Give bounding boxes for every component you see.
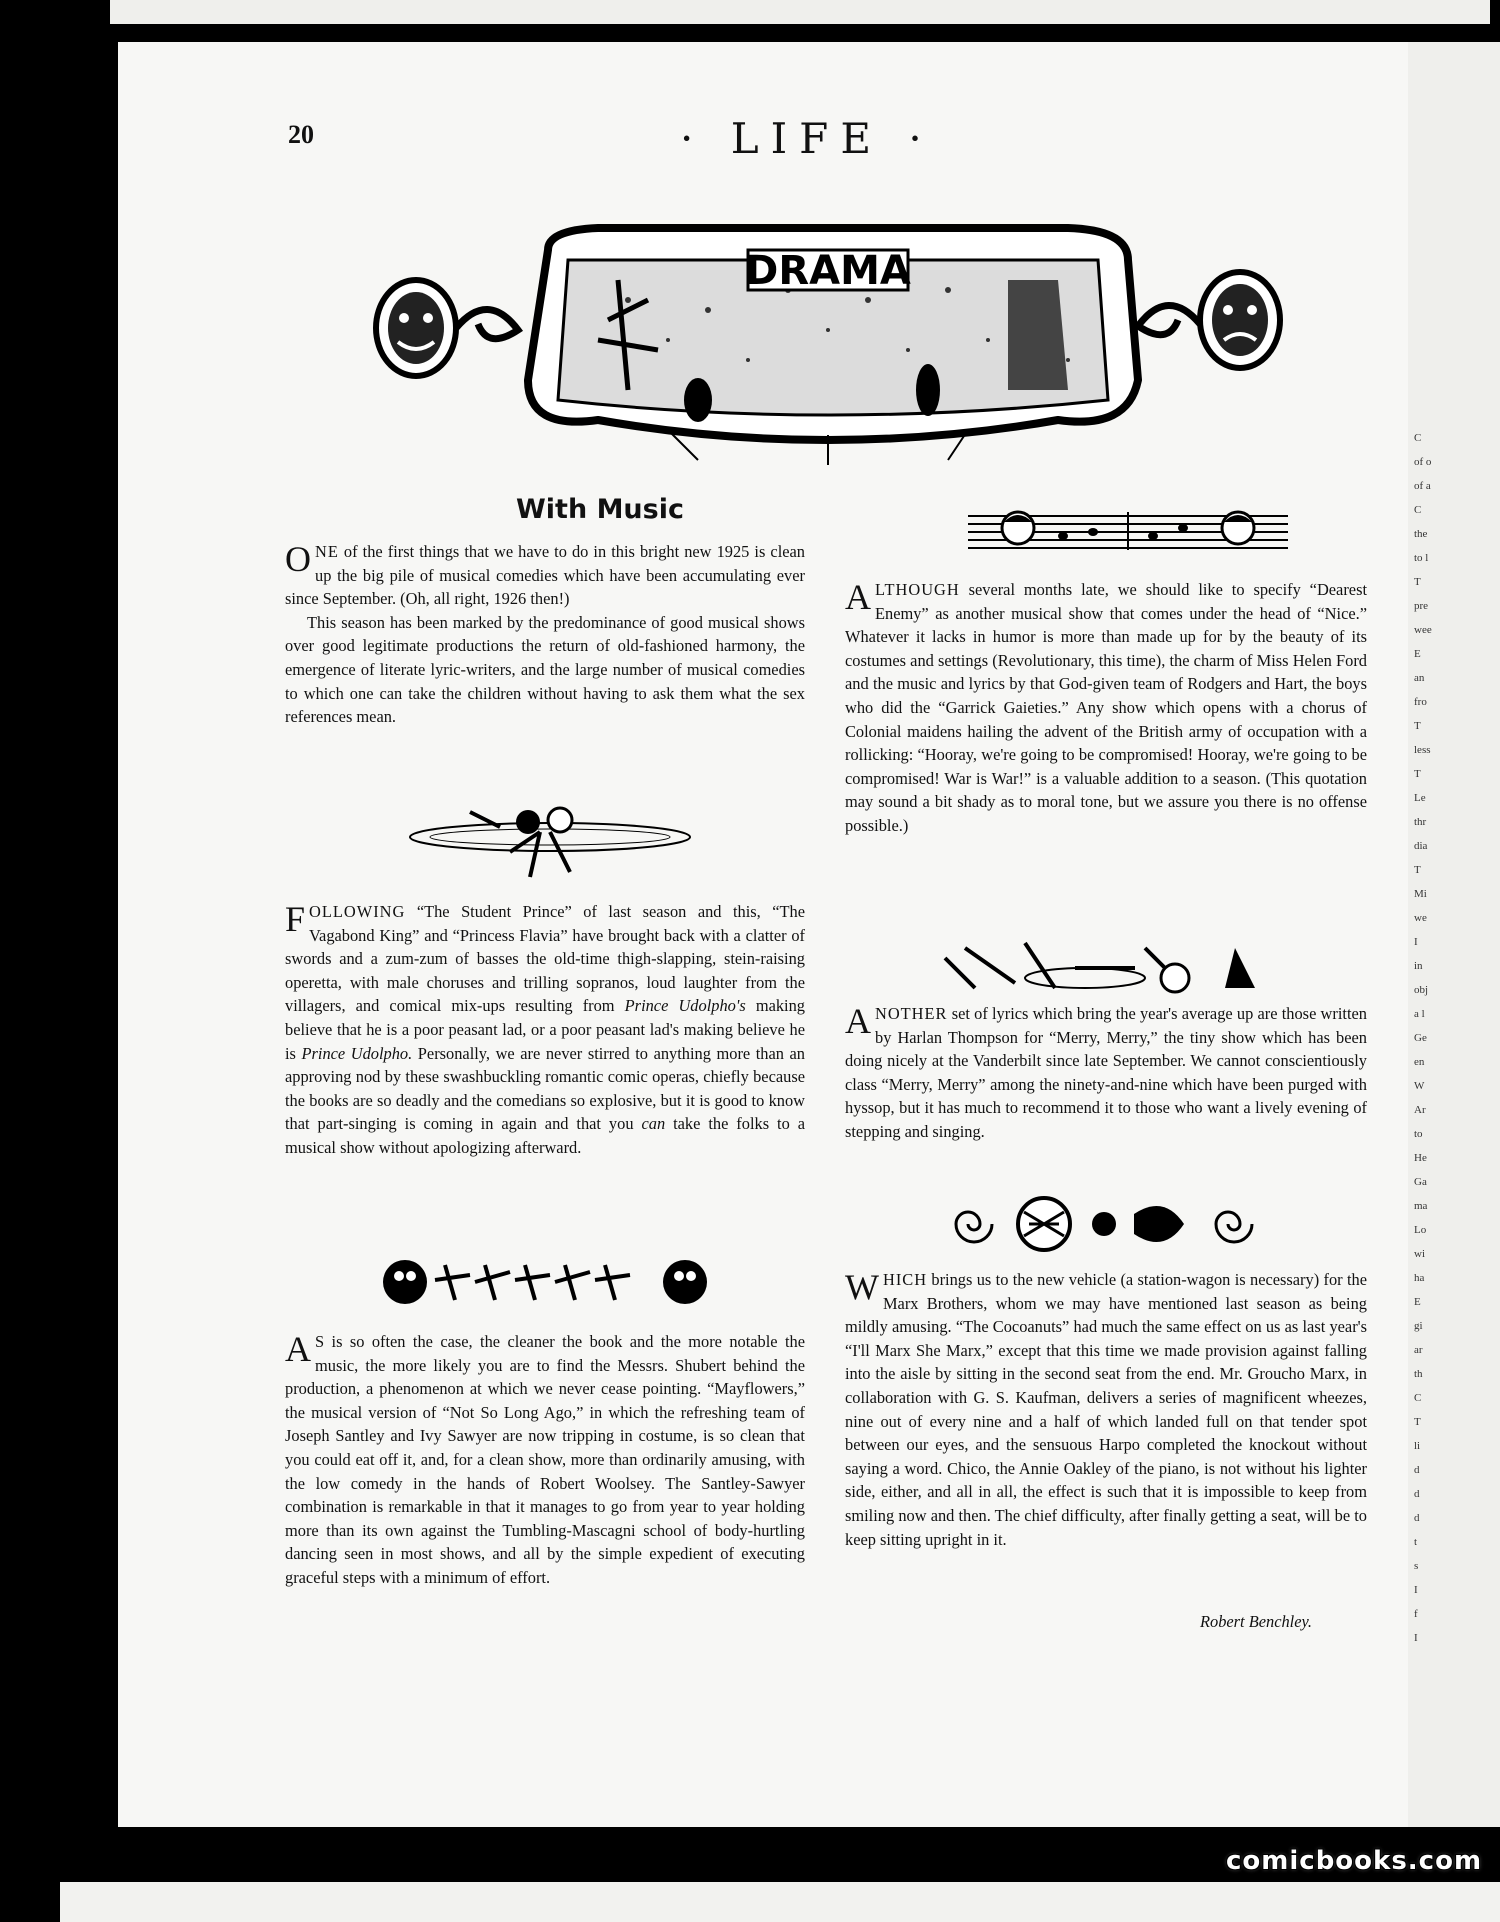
adjacent-page-fragment: Ga bbox=[1414, 1176, 1427, 1188]
adjacent-page-fragment: wi bbox=[1414, 1248, 1425, 1260]
paragraph-7: WHICH brings us to the new vehicle (a station-wagon is necessary) for the Marx Brothers, whom we may have mentioned last season as being mildly amusing. “The Cocoanuts” had much the same effect on us as last year's “I'll Marx She Marx,” except that this time we made provision against falling into the aisle by sitting in the second seat from the end. Mr. Groucho Marx, in collaboration with G. S. Kaufman, delivers a series of magnificent wheezes, nine out of every nine and a half of which landed full on that tender spot between our eyes, and the sensuous Harpo completed the knockout without saying a word. Chico, the Annie Oakley of the piano, is not without his lighter side, either, and all in all, the effect is such that it is impossible to keep from smiling now and then. The chief difficulty, after finally getting a seat, will be to keep sitting upright in it. bbox=[845, 1267, 1367, 1549]
adjacent-page-fragment: ha bbox=[1414, 1272, 1425, 1284]
adjacent-page-fragment: an bbox=[1414, 672, 1425, 684]
adjacent-page-fragment: I bbox=[1414, 1632, 1418, 1644]
adjacent-page-fragment: the bbox=[1414, 528, 1428, 540]
swirl-figures-ornament-icon bbox=[934, 1184, 1274, 1260]
adjacent-page-fragment: T bbox=[1414, 1416, 1421, 1428]
adjacent-page-fragment: d bbox=[1414, 1464, 1420, 1476]
drama-banner-illustration bbox=[368, 220, 1288, 470]
masthead: · LIFE · bbox=[680, 114, 934, 163]
adjacent-page-fragment: en bbox=[1414, 1056, 1425, 1068]
adjacent-page-fragment: I bbox=[1414, 936, 1418, 948]
adjacent-page-fragment: we bbox=[1414, 912, 1427, 924]
adjacent-page-fragment: T bbox=[1414, 864, 1421, 876]
adjacent-page-fragment: Mi bbox=[1414, 888, 1427, 900]
adjacent-page-fragment: T bbox=[1414, 576, 1421, 588]
scan-top-border bbox=[0, 0, 1500, 42]
adjacent-page-fragment: d bbox=[1414, 1512, 1420, 1524]
adjacent-page-fragment: ar bbox=[1414, 1344, 1423, 1356]
adjacent-page-fragment: fro bbox=[1414, 696, 1427, 708]
adjacent-page-fragment: W bbox=[1414, 1080, 1425, 1092]
adjacent-page-fragment: s bbox=[1414, 1560, 1419, 1572]
right-column-block-3 bbox=[845, 1268, 1367, 1551]
adjacent-page-fragment: obj bbox=[1414, 984, 1429, 996]
adjacent-page-fragment: He bbox=[1414, 1152, 1427, 1164]
adjacent-page-fragment: to l bbox=[1414, 552, 1429, 564]
left-comedy-mask-icon bbox=[376, 280, 518, 376]
adjacent-page-fragment: ma bbox=[1414, 1200, 1428, 1212]
dancing-figures-ornament-icon bbox=[375, 1250, 715, 1310]
adjacent-page-fragment: C bbox=[1414, 1392, 1422, 1404]
paragraph-1: ONE of the first things that we have to do in this bright new 1925 is clean up the big pile of musical comedies which have been accumulating ever since September. (Oh, all right, 1926 then!) bbox=[285, 539, 805, 609]
banner-title: DRAMA bbox=[745, 248, 911, 294]
article-title: With Music bbox=[516, 494, 684, 525]
left-column-block-3 bbox=[285, 1330, 805, 1590]
adjacent-page-fragment: th bbox=[1414, 1368, 1423, 1380]
adjacent-page-fragment: Lo bbox=[1414, 1224, 1427, 1236]
left-column-block-1 bbox=[285, 540, 805, 729]
adjacent-page-fragment: E bbox=[1414, 1296, 1421, 1308]
adjacent-page-fragment: f bbox=[1414, 1608, 1418, 1620]
adjacent-page-fragment: dia bbox=[1414, 840, 1428, 852]
adjacent-page-fragment: of a bbox=[1414, 480, 1431, 492]
left-column-block-2 bbox=[285, 900, 805, 1160]
right-column-block-2 bbox=[845, 1002, 1367, 1144]
adjacent-page-fragment: T bbox=[1414, 720, 1421, 732]
right-column-block-1 bbox=[845, 578, 1367, 838]
adjacent-page-fragment: wee bbox=[1414, 624, 1432, 636]
adjacent-page-fragment: to bbox=[1414, 1128, 1423, 1140]
adjacent-page-strip bbox=[1408, 42, 1500, 1827]
right-tragedy-mask-icon bbox=[1138, 272, 1280, 368]
paragraph-6: ANOTHER set of lyrics which bring the year's average up are those written by Harlan Thompson for “Merry, Merry,” the tiny show which has been doing nicely at the Vanderbilt since late September. We cannot conscientiously class “Merry, Merry” among the ninety-and-nine which have been purged with hyssop, but it has much to recommend it to those who want a lively evening of stepping and singing. bbox=[845, 1001, 1367, 1141]
paragraph-5: ALTHOUGH several months late, we should like to specify “Dearest Enemy” as another musical show that comes under the head of “Nice.” Whatever it lacks in humor is more than made up for by the beauty of its costumes and settings (Revolutionary, this time), the charm of Miss Helen Ford and the music and lyrics by that God-given team of Rodgers and Hart, the boys who did the “Garrick Gaieties.” Any show which opens with a chorus of Colonial maidens hailing the advent of the British army of occupation with a rollicking: “Hooray, we're going to be compromised! Hooray, we're going to be compromised! War is War!” is a valuable addition to a season. (This quotation may sound a bit shady as to moral tone, but we assure you there is no offense possible.) bbox=[845, 577, 1367, 835]
page-number: 20 bbox=[288, 120, 314, 149]
scattered-objects-ornament-icon bbox=[935, 928, 1275, 998]
adjacent-page-fragment: of o bbox=[1414, 456, 1432, 468]
adjacent-page-fragment: pre bbox=[1414, 600, 1429, 612]
dancers-ornament-icon bbox=[400, 792, 700, 882]
adjacent-page-fragment: less bbox=[1414, 744, 1431, 756]
paragraph-3: FOLLOWING “The Student Prince” of last season and this, “The Vagabond King” and “Princess Flavia” have brought back with a clatter of swords and a zum-zum of basses the old-time thigh-slapping, stein-raising operetta, with male choruses and trilling sopranos, loud laughter from the villagers, and comical mix-ups resulting from Prince Udolpho's making believe that he is a poor peasant lad, or a poor peasant lad's making believe he is Prince Udolpho. Personally, we are never stirred to anything more than an approving nod by these swashbuckling romantic comic operas, chiefly because the books are so deadly and the comedians so explosive, but it is good to know that part-singing is coming in again and that you can take the folks to a musical show without apologizing afterward. bbox=[285, 899, 805, 1157]
adjacent-page-fragment: t bbox=[1414, 1536, 1418, 1548]
music-staff-ornament-icon bbox=[968, 504, 1288, 554]
adjacent-page-fragment: li bbox=[1414, 1440, 1421, 1452]
adjacent-page-fragment: Ar bbox=[1414, 1104, 1426, 1116]
adjacent-page-fragment: thr bbox=[1414, 816, 1427, 828]
adjacent-page-fragment: d bbox=[1414, 1488, 1420, 1500]
paragraph-4: A S is so often the case, the cleaner the book and the more notable the music, the more likely you are to find the Messrs. Shubert behind the production, a phenomenon at which we never cease pointing. “Mayflowers,” the musical version of “Not So Long Ago,” in which the refreshing team of Joseph Santley and Ivy Sawyer are now tripping in costume, is so clean that you could eat off it, and, for a clean show, more than ordinarily amusing, with the low comedy in the hands of Robert Woolsey. The Santley-Sawyer combination is remarkable in that it manages to go from year to year holding more than its own against the Tumbling-Mascagni school of body-hurtling dancing seen in most shows, and all by the simple expedient of executing graceful steps with a minimum of effort. bbox=[285, 1329, 805, 1587]
adjacent-page-fragment: I bbox=[1414, 1584, 1418, 1596]
adjacent-page-fragment: C bbox=[1414, 432, 1422, 444]
paragraph-2: This season has been marked by the predominance of good musical shows over good legitimate productions the return of old-fashioned harmony, the emergence of literate lyric-writers, and the large number of musical comedies to which one can take the children without having to ask them what the sex references mean. bbox=[285, 612, 805, 727]
adjacent-page-fragment: in bbox=[1414, 960, 1423, 972]
adjacent-page-fragment: T bbox=[1414, 768, 1421, 780]
adjacent-page-fragment: Ge bbox=[1414, 1032, 1427, 1044]
next-page-edge bbox=[60, 1882, 1500, 1922]
adjacent-page-fragment: C bbox=[1414, 504, 1422, 516]
author-signature: Robert Benchley. bbox=[1200, 1612, 1312, 1631]
adjacent-page-fragment: Le bbox=[1414, 792, 1426, 804]
adjacent-page-fragment: gi bbox=[1414, 1320, 1423, 1332]
adjacent-page-fragment: E bbox=[1414, 648, 1421, 660]
adjacent-page-fragment: a l bbox=[1414, 1008, 1425, 1020]
watermark: comicbooks.com bbox=[1226, 1846, 1483, 1876]
